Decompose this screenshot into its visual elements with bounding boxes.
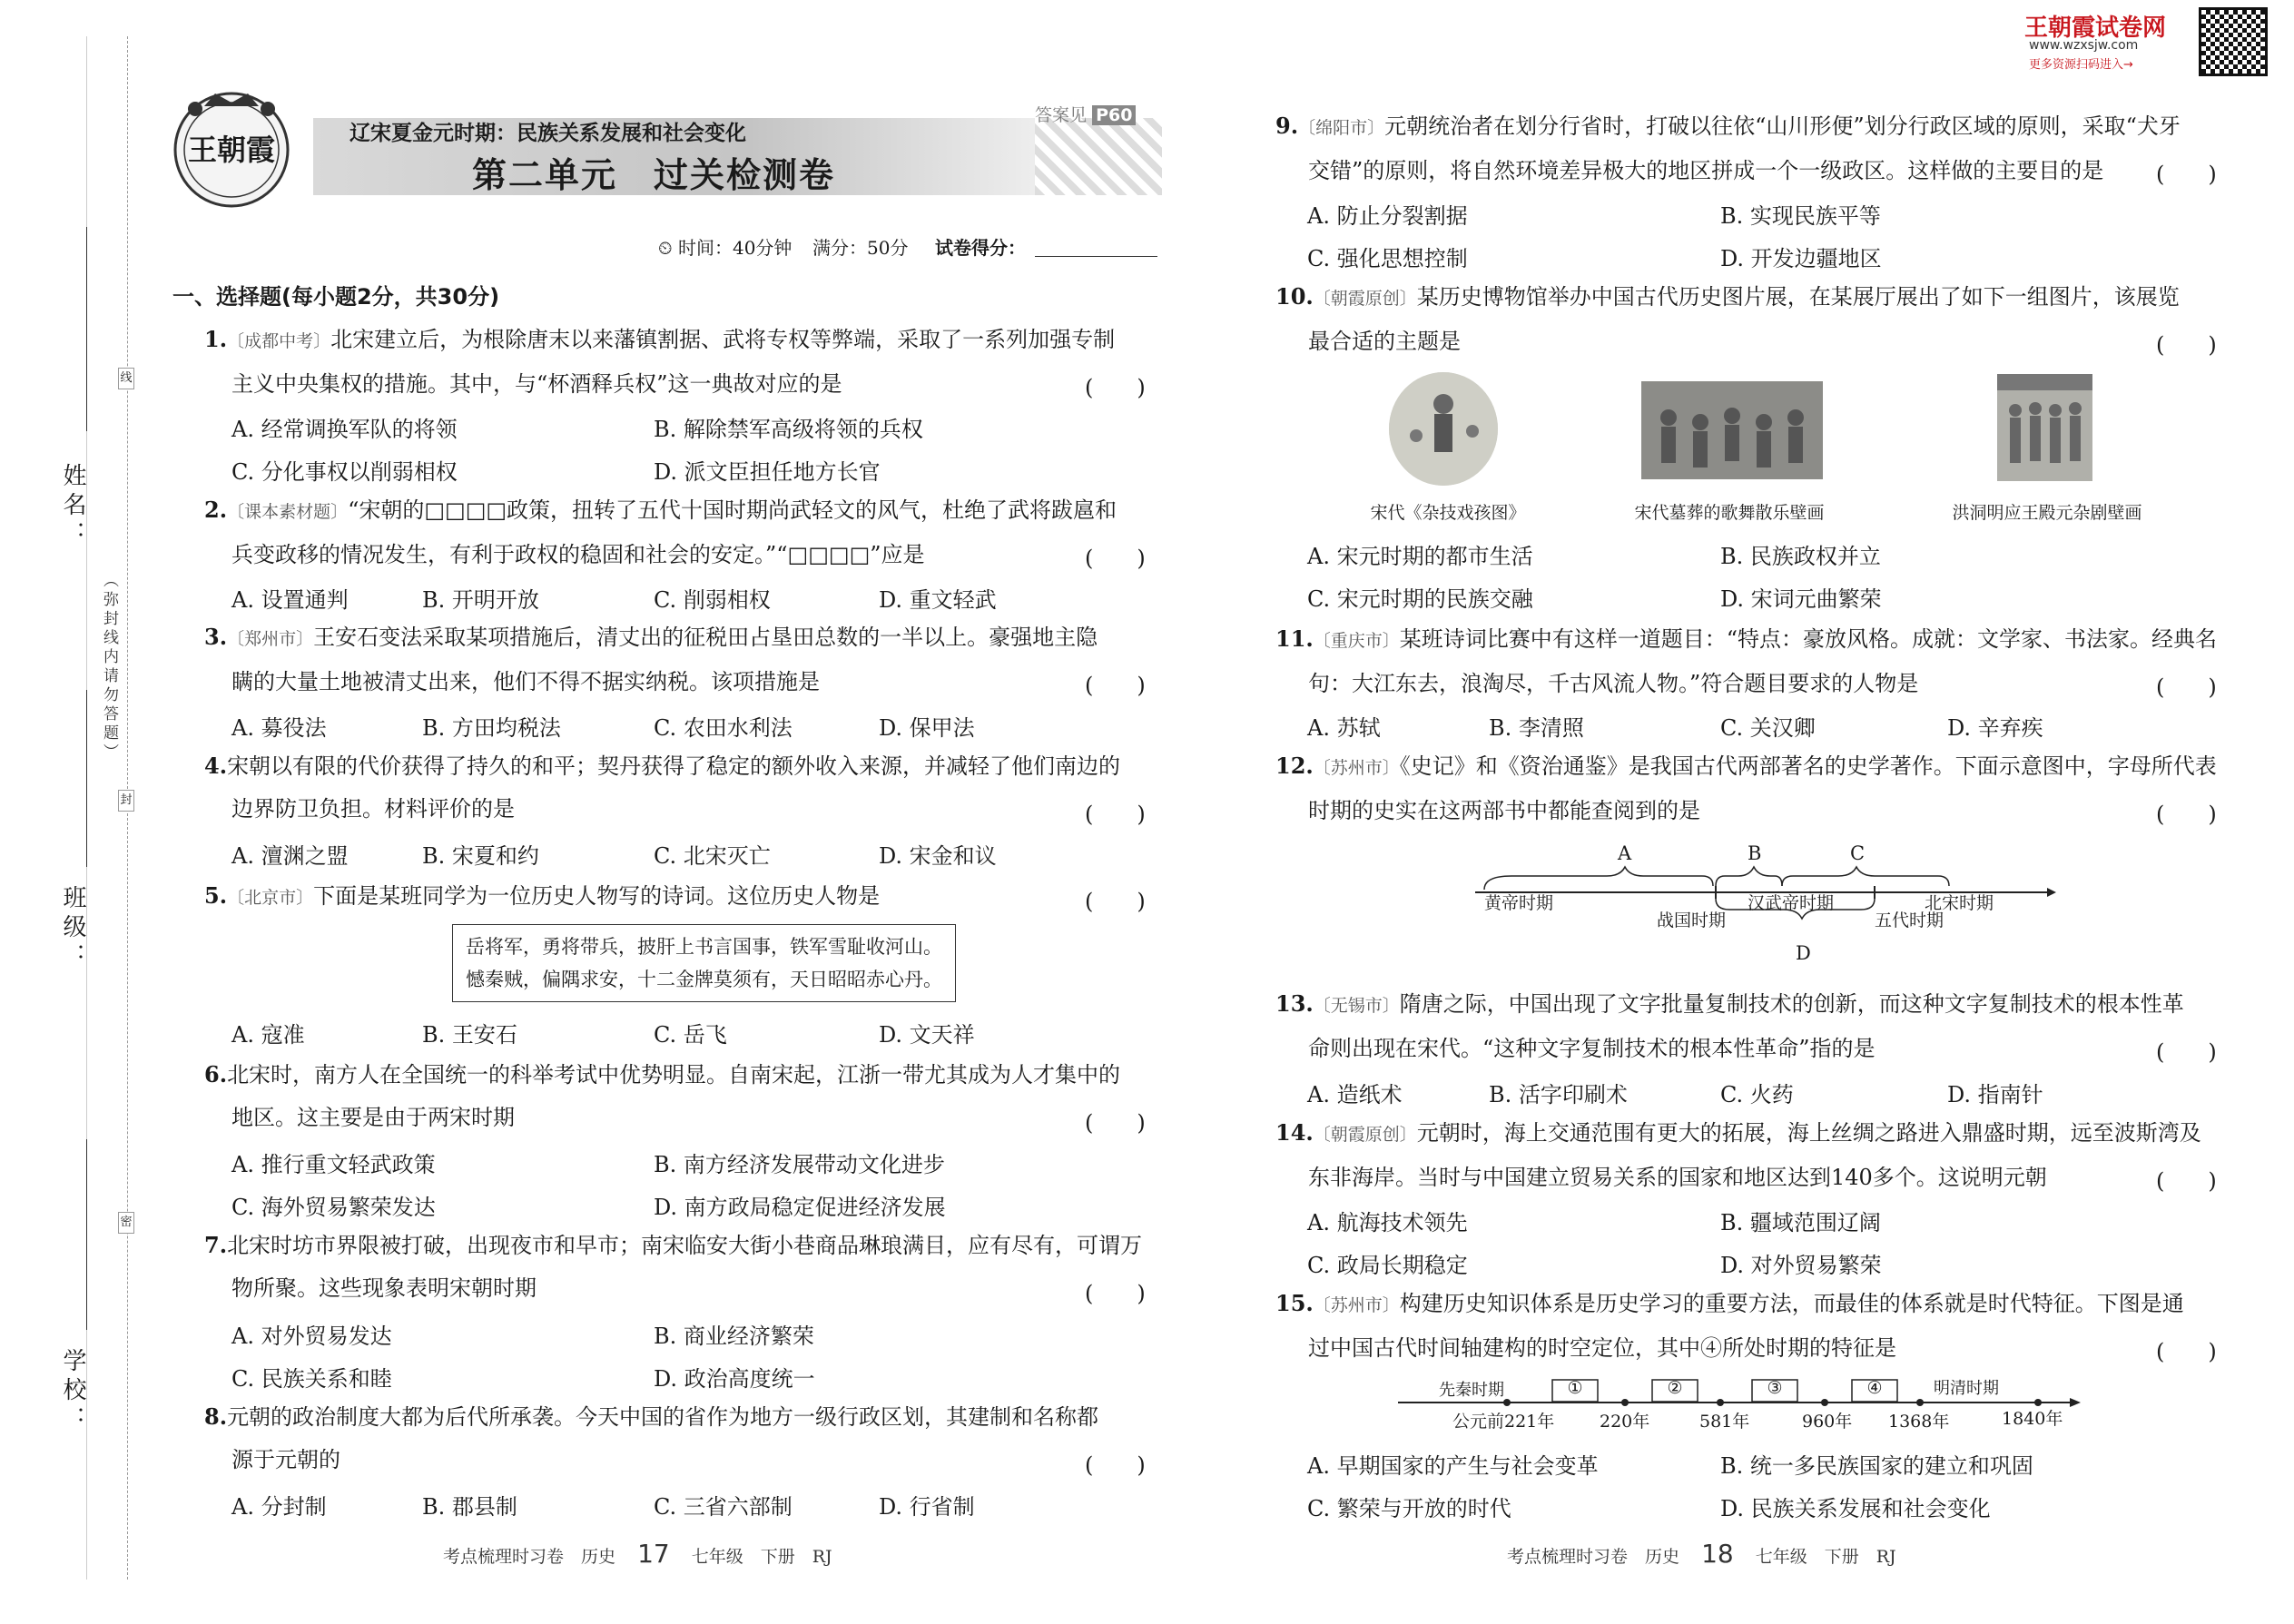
question-13: 13.〔无锡市〕隋唐之际，中国出现了文字批量复制技术的创新，而这种文字复制技术的根本性革 命则出现在宋代。“这种文字复制技术的根本性革命”指的是 (1275, 990, 2184, 1061)
footer-right: 考点梳理时习卷 历史 18 七年级 下册 RJ (1507, 1539, 1896, 1569)
q2-option-d[interactable]: D. 重文轻武 (879, 587, 997, 613)
q9-option-a[interactable]: A. 防止分裂割据 (1307, 203, 1468, 229)
answer-blank-12[interactable]: ( ) (2156, 802, 2217, 827)
answer-blank-11[interactable]: ( ) (2156, 674, 2217, 700)
question-3: 3.〔郑州市〕王安石变法采取某项措施后，清丈出的征税田占垦田总数的一半以上。豪强地主隐 瞒的大量土地被清丈出来，他们不得不据实纳税。该项措施是 (204, 624, 1098, 694)
image-acrobat-painting (1389, 372, 1498, 486)
axis-box-4: ④ (1866, 1378, 1883, 1398)
poem-line-2: 憾秦贼，偏隅求安，十二金牌莫须有，天日昭昭赤心丹。 (466, 969, 942, 990)
poem-line-1: 岳将军，勇将带兵，披肝上书言国事，铁军雪耻收河山。 (466, 936, 942, 958)
score-field[interactable] (1035, 256, 1157, 257)
axis-box-2: ② (1667, 1378, 1683, 1398)
q4-option-d[interactable]: D. 宋金和议 (879, 843, 997, 869)
q8-option-c[interactable]: C. 三省六部制 (654, 1494, 793, 1520)
q15-option-d[interactable]: D. 民族关系发展和社会变化 (1720, 1496, 1991, 1521)
q9-option-b[interactable]: B. 实现民族平等 (1720, 203, 1881, 229)
axis-label-mingqing: 明清时期 (1934, 1379, 1999, 1398)
q13-option-c[interactable]: C. 火药 (1720, 1082, 1794, 1107)
q11-option-b[interactable]: B. 李清照 (1489, 715, 1584, 741)
logo-text: 王朝霞 (187, 133, 275, 167)
answer-blank-1[interactable]: ( ) (1085, 375, 1146, 400)
page-number-17: 17 (637, 1539, 670, 1569)
q3-option-a[interactable]: A. 募役法 (231, 715, 327, 741)
q2-option-b[interactable]: B. 开明开放 (422, 587, 539, 613)
q5-option-b[interactable]: B. 王安石 (422, 1022, 517, 1048)
q9-option-d[interactable]: D. 开发边疆地区 (1720, 246, 1882, 271)
caption-3: 洪洞明应王殿元杂剧壁画 (1952, 503, 2142, 523)
question-6: 6.北宋时，南方人在全国统一的科举考试中优势明显。自南宋起，江浙一带尤其成为人才集中的 地区。这主要是由于两宋时期 (204, 1061, 1121, 1130)
name-field[interactable] (86, 227, 87, 431)
seal-mark-feng: 封 (118, 790, 134, 812)
answer-blank-3[interactable]: ( ) (1085, 673, 1146, 698)
school-label: 学校： (59, 1348, 86, 1435)
seal-mark-xian: 线 (118, 368, 134, 389)
q4-option-c[interactable]: C. 北宋灭亡 (654, 843, 771, 869)
q15-option-c[interactable]: C. 繁荣与开放的时代 (1307, 1496, 1511, 1521)
q7-option-a[interactable]: A. 对外贸易发达 (231, 1324, 392, 1349)
question-14: 14.〔朝霞原创〕元朝时，海上交通范围有更大的拓展，海上丝绸之路进入鼎盛时期，远至波斯湾及 东非海岸。当时与中国建立贸易关系的国家和地区达到140多个。这说明元朝 (1275, 1119, 2201, 1190)
q9-option-c[interactable]: C. 强化思想控制 (1307, 246, 1468, 271)
q14-option-a[interactable]: A. 航海技术领先 (1307, 1210, 1468, 1235)
q8-option-b[interactable]: B. 郡县制 (422, 1494, 517, 1520)
question-15: 15.〔苏州市〕构建历史知识体系是历史学习的重要方法，而最佳的体系就是时代特征。下图是通 过中国古代时间轴建构的时空定位，其中④所处时期的特征是 (1275, 1290, 2184, 1361)
axis-year-1368: 1368年 (1888, 1412, 1950, 1432)
brand-logo (168, 86, 295, 213)
class-label: 班级： (59, 885, 86, 972)
q6-option-d[interactable]: D. 南方政局稳定促进经济发展 (654, 1195, 946, 1220)
axis-year-581: 581年 (1699, 1412, 1750, 1432)
dynasty-axis-diagram (1398, 1375, 2088, 1434)
question-9: 9.〔绵阳市〕元朝统治者在划分行省时，打破以往依“山川形便”划分行政区域的原则，采取“犬牙 交错”的原则，将自然环境差异极大的地区拼成一个一级政区。这样做的主要目的是 (1275, 113, 2181, 183)
question-5: 5.〔北京市〕下面是某班同学为一位历史人物写的诗词。这位历史人物是 (204, 882, 881, 909)
image-drama-mural (1997, 374, 2092, 481)
question-8: 8.元朝的政治制度大都为后代所承袭。今天中国的省作为地方一级行政区划，其建制和名称都 源于元朝的 (204, 1403, 1099, 1472)
q14-option-d[interactable]: D. 对外贸易繁荣 (1720, 1253, 1882, 1278)
axis-year-221bc: 公元前221年 (1452, 1412, 1555, 1432)
q11-option-c[interactable]: C. 关汉卿 (1720, 715, 1816, 741)
answer-blank-15[interactable]: ( ) (2156, 1339, 2217, 1364)
answer-blank-14[interactable]: ( ) (2156, 1168, 2217, 1194)
q2-option-a[interactable]: A. 设置通判 (231, 587, 349, 613)
seal-notice: （弥封线内请勿答题） (100, 572, 118, 763)
q7-option-c[interactable]: C. 民族关系和睦 (231, 1366, 392, 1392)
timeline-label-beisong: 北宋时期 (1925, 893, 1994, 913)
section-title: 一、选择题(每小题2分，共30分) (172, 284, 500, 310)
page-number-18: 18 (1701, 1539, 1734, 1569)
question-10: 10.〔朝霞原创〕某历史博物馆举办中国古代历史图片展，在某展厅展出了如下一组图片，该展览 最合适的主题是 (1275, 283, 2180, 354)
q10-option-b[interactable]: B. 民族政权并立 (1720, 544, 1881, 569)
question-1: 1.〔成都中考〕北宋建立后，为根除唐末以来藩镇割据、武将专权等弊端，采取了一系列加强专制 主义中央集权的措施。其中，与“杯酒释兵权”这一典故对应的是 (204, 326, 1116, 397)
question-7: 7.北宋时坊市界限被打破，出现夜市和早市；南宋临安大街小巷商品琳琅满目，应有尽有，可谓万 物所聚。这些现象表明宋朝时期 (204, 1232, 1143, 1301)
answer-blank-13[interactable]: ( ) (2156, 1039, 2217, 1065)
q10-option-d[interactable]: D. 宋词元曲繁荣 (1720, 586, 1882, 612)
site-name: 王朝霞试卷网 (2024, 15, 2167, 42)
q1-option-c[interactable]: C. 分化事权以削弱相权 (231, 459, 458, 485)
timeline-label-hanwudi: 汉武帝时期 (1748, 893, 1835, 913)
q3-option-d[interactable]: D. 保甲法 (879, 715, 975, 741)
q4-option-a[interactable]: A. 澶渊之盟 (231, 843, 349, 869)
seal-mark-mi: 密 (118, 1212, 134, 1234)
timeline-label-zhanguo: 战国时期 (1657, 910, 1727, 930)
q1-option-b[interactable]: B. 解除禁军高级将领的兵权 (654, 417, 923, 442)
q5-option-d[interactable]: D. 文天祥 (879, 1022, 975, 1048)
axis-box-3: ③ (1767, 1378, 1783, 1398)
unit-subtitle: 辽宋夏金元时期：民族关系发展和社会变化 (350, 122, 746, 145)
answer-blank-4[interactable]: ( ) (1085, 802, 1146, 827)
q14-option-c[interactable]: C. 政局长期稳定 (1307, 1253, 1468, 1278)
q10-option-c[interactable]: C. 宋元时期的民族交融 (1307, 586, 1533, 612)
q15-option-b[interactable]: B. 统一多民族国家的建立和巩固 (1720, 1453, 2033, 1479)
q14-option-b[interactable]: B. 疆域范围辽阔 (1720, 1210, 1881, 1235)
history-timeline-diagram (1475, 835, 2056, 971)
q3-option-c[interactable]: C. 农田水利法 (654, 715, 793, 741)
score-label: 试卷得分： (935, 237, 1026, 259)
answer-blank-9[interactable]: ( ) (2156, 162, 2217, 187)
q7-option-b[interactable]: B. 商业经济繁荣 (654, 1324, 814, 1349)
q13-option-d[interactable]: D. 指南针 (1947, 1082, 2043, 1107)
q4-option-b[interactable]: B. 宋夏和约 (422, 843, 539, 869)
q15-option-a[interactable]: A. 早期国家的产生与社会变革 (1307, 1453, 1599, 1479)
timeline-letter-a: A (1618, 842, 1632, 864)
poem-box (452, 924, 956, 1002)
timeline-letter-d: D (1796, 942, 1811, 964)
site-url[interactable]: www.wzxsjw.com (2029, 38, 2139, 53)
answer-blank-6[interactable]: ( ) (1085, 1110, 1146, 1136)
class-field[interactable] (86, 690, 87, 867)
image-tomb-mural (1641, 381, 1823, 479)
axis-year-960: 960年 (1802, 1412, 1853, 1432)
q2-option-c[interactable]: C. 削弱相权 (654, 587, 771, 613)
time-limit: ⏲ 时间：40分钟 (658, 237, 793, 259)
timeline-label-huangdi: 黄帝时期 (1484, 893, 1554, 913)
question-4: 4.宋朝以有限的代价获得了持久的和平；契丹获得了稳定的额外收入来源，并减轻了他们南边的 边界防卫负担。材料评价的是 (204, 753, 1121, 822)
q8-option-a[interactable]: A. 分封制 (231, 1494, 327, 1520)
answer-blank-7[interactable]: ( ) (1085, 1281, 1146, 1306)
footer-left: 考点梳理时习卷 历史 17 七年级 下册 RJ (443, 1539, 832, 1569)
school-field[interactable] (86, 1139, 87, 1330)
question-11: 11.〔重庆市〕某班诗词比赛中有这样一道题目：“特点：豪放风格。成就：文学家、书法家。经典名 句：大江东去，浪淘尽，千古风流人物。”符合题目要求的人物是 (1275, 625, 2218, 696)
q13-option-a[interactable]: A. 造纸术 (1307, 1082, 1403, 1107)
q8-option-d[interactable]: D. 行省制 (879, 1494, 975, 1520)
timeline-label-wudai: 五代时期 (1875, 910, 1944, 930)
q6-option-b[interactable]: B. 南方经济发展带动文化进步 (654, 1152, 945, 1177)
answer-blank-2[interactable]: ( ) (1085, 546, 1146, 571)
axis-year-220: 220年 (1600, 1412, 1650, 1432)
question-12: 12.〔苏州市〕《史记》和《资治通鉴》是我国古代两部著名的史学著作。下面示意图中，字母所代表 时期的史实在这两部书中都能查阅到的是 (1275, 753, 2217, 823)
answer-page-badge: P60 (1092, 105, 1136, 125)
page-title: 第二单元 过关检测卷 (472, 155, 836, 195)
axis-box-1: ① (1567, 1378, 1583, 1398)
q6-option-a[interactable]: A. 推行重文轻武政策 (231, 1152, 436, 1177)
answer-blank-8[interactable]: ( ) (1085, 1452, 1146, 1478)
caption-1: 宋代《杂技戏孩图》 (1370, 503, 1526, 523)
q6-option-c[interactable]: C. 海外贸易繁荣发达 (231, 1195, 436, 1220)
answer-blank-10[interactable]: ( ) (2156, 332, 2217, 358)
q7-option-d[interactable]: D. 政治高度统一 (654, 1366, 815, 1392)
caption-2: 宋代墓葬的歌舞散乐壁画 (1634, 503, 1825, 523)
q5-option-a[interactable]: A. 寇准 (231, 1022, 305, 1048)
answer-blank-5[interactable]: ( ) (1085, 889, 1146, 914)
q10-option-a[interactable]: A. 宋元时期的都市生活 (1307, 544, 1533, 569)
site-tagline: 更多资源扫码进入→ (2029, 58, 2133, 72)
axis-label-xianqin: 先秦时期 (1439, 1381, 1504, 1400)
q5-option-c[interactable]: C. 岳飞 (654, 1022, 727, 1048)
clock-icon: ⏲ (658, 237, 673, 259)
qr-code[interactable] (2199, 7, 2268, 76)
answer-ref: 答案见 P60 (1035, 102, 1136, 126)
q1-option-d[interactable]: D. 派文臣担任地方长官 (654, 459, 881, 485)
full-score: 满分：50分 (812, 237, 909, 259)
q11-option-a[interactable]: A. 苏轼 (1307, 715, 1381, 741)
q1-option-a[interactable]: A. 经常调换军队的将领 (231, 417, 458, 442)
name-label: 姓名： (59, 463, 86, 550)
q13-option-b[interactable]: B. 活字印刷术 (1489, 1082, 1628, 1107)
question-2: 2.〔课本素材题〕“宋朝的□□□□政策，扭转了五代十国时期尚武轻文的风气，杜绝了武将跋扈和 兵变政移的情况发生，有利于政权的稳固和社会的安定。”“□□□□”应是 (204, 497, 1117, 567)
q11-option-d[interactable]: D. 辛弃疾 (1947, 715, 2043, 741)
q3-option-b[interactable]: B. 方田均税法 (422, 715, 561, 741)
timeline-letter-c: C (1850, 842, 1866, 864)
timeline-letter-b: B (1748, 842, 1762, 864)
axis-year-1840: 1840年 (2002, 1409, 2063, 1429)
banner-pattern (1035, 118, 1162, 195)
